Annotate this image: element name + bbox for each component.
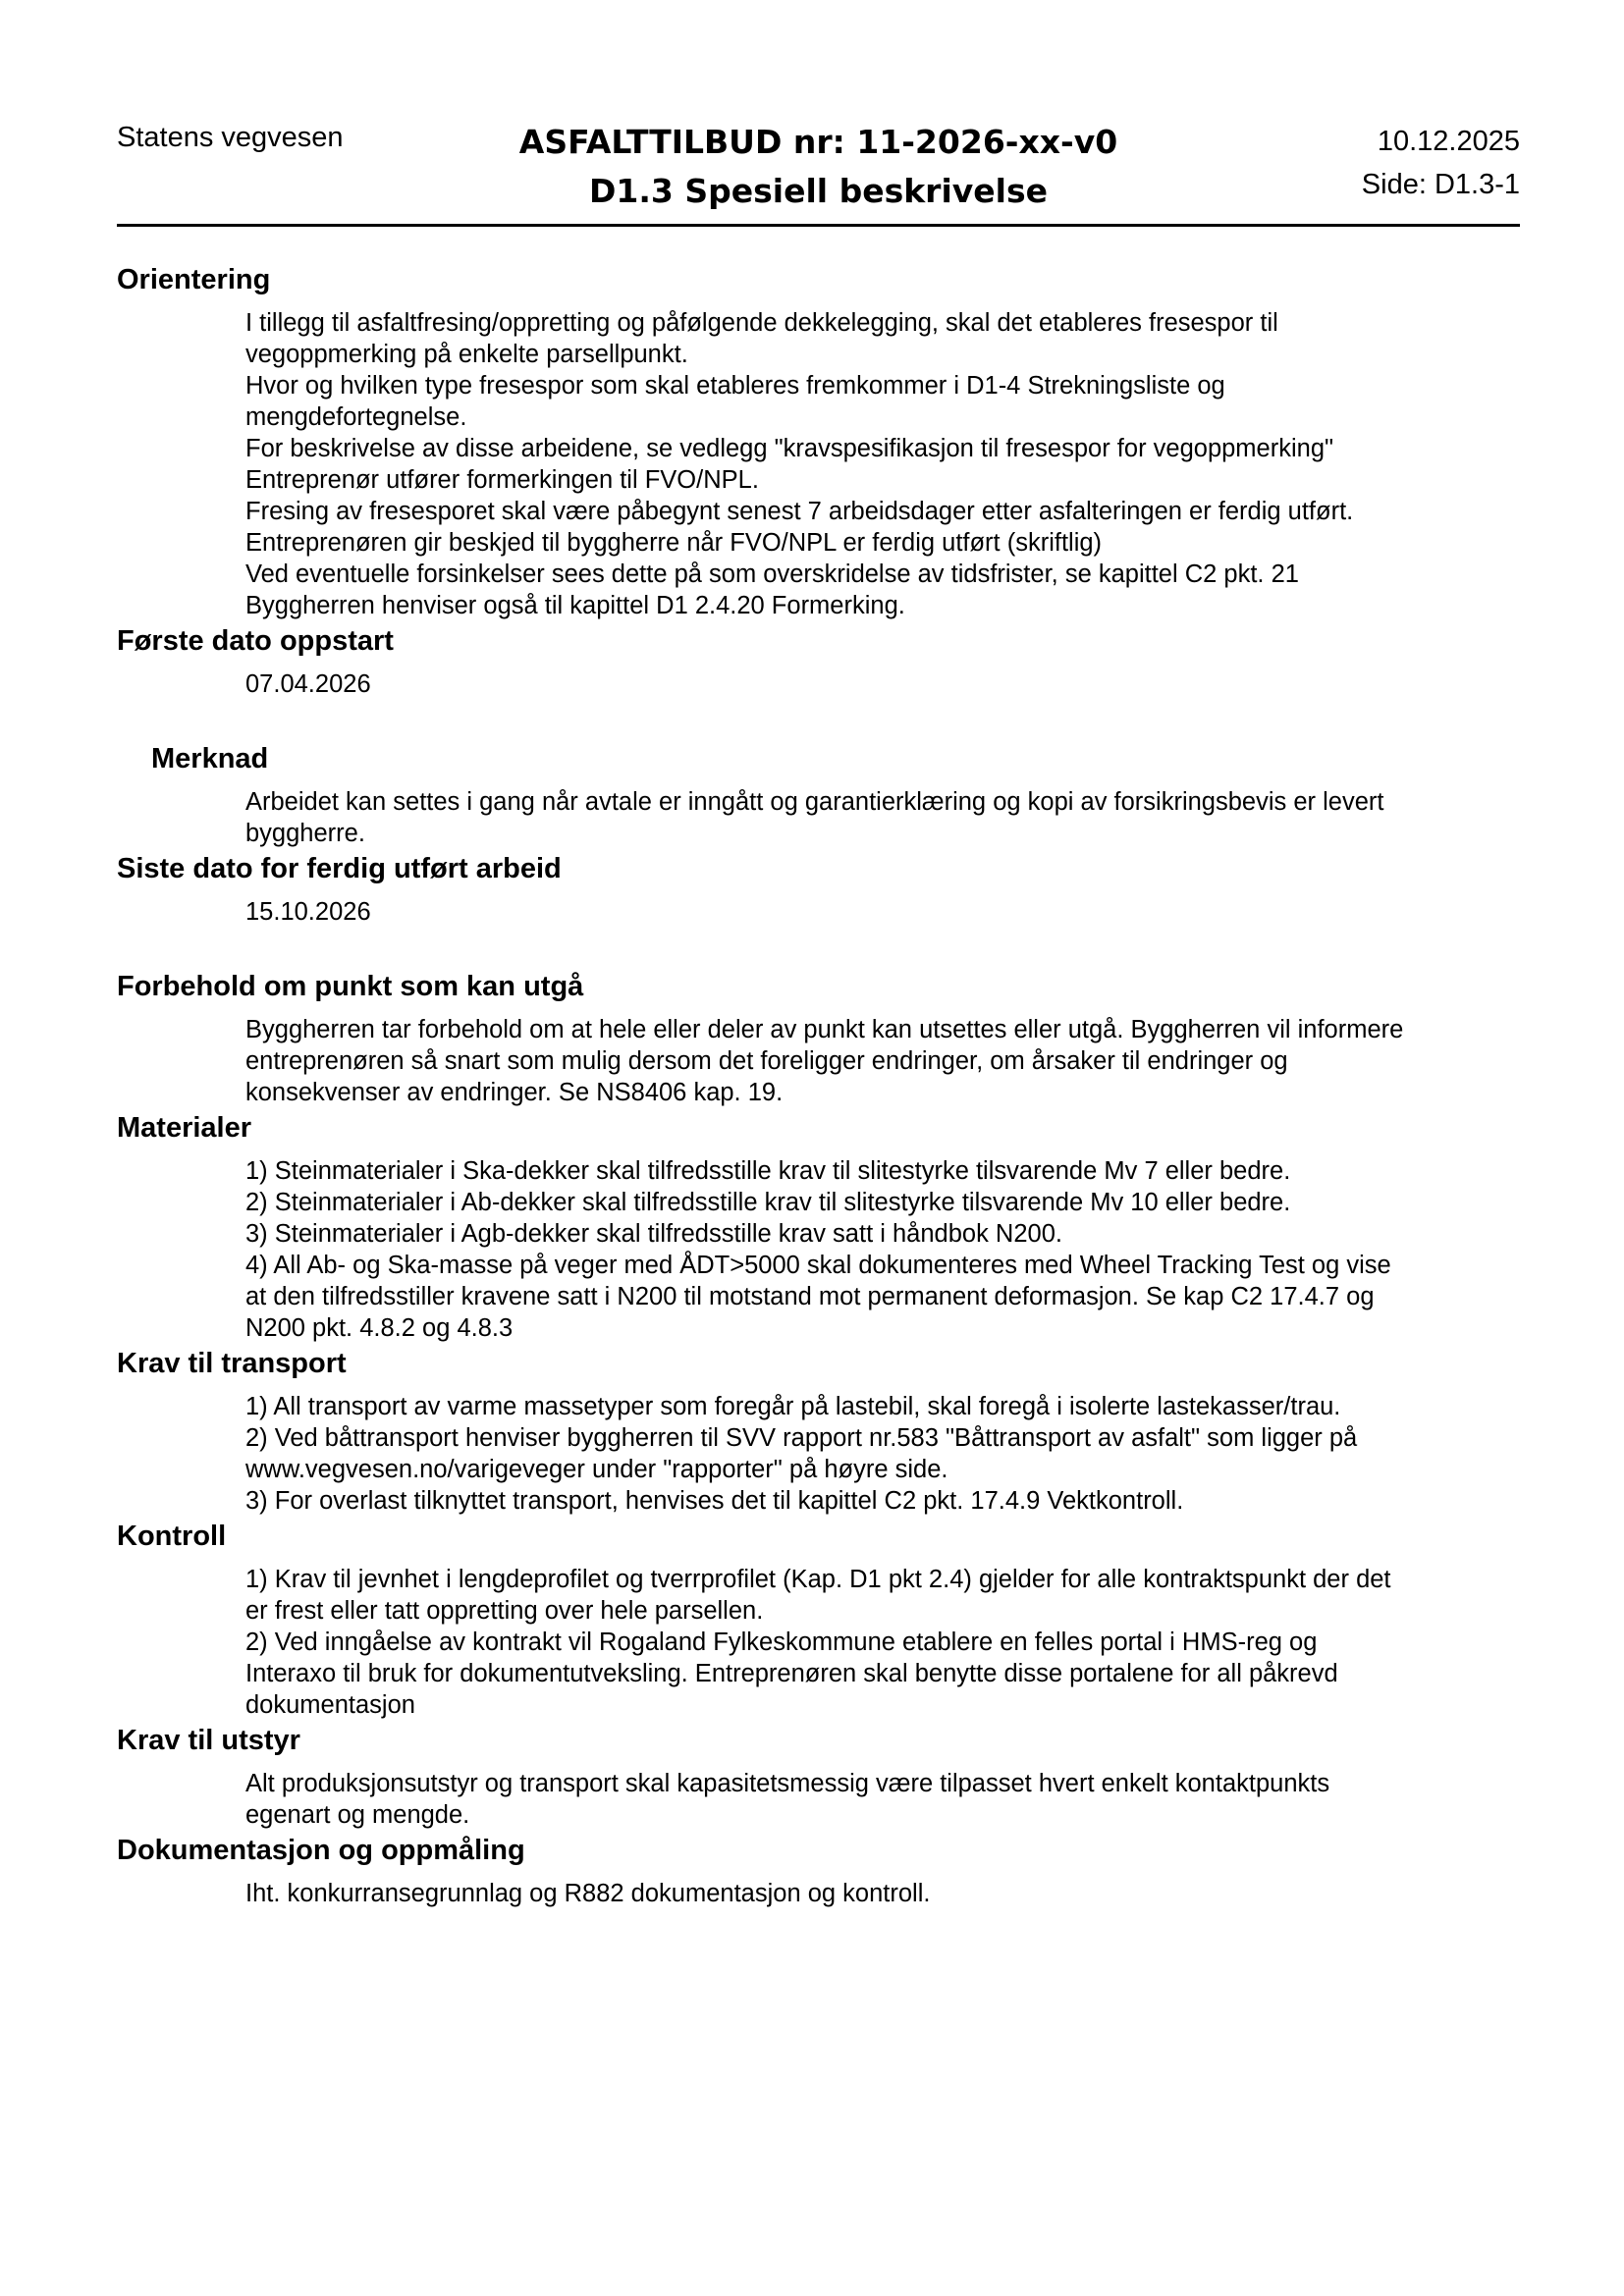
text-line: Fresing av fresesporet skal være påbegynt senest 7 arbeidsdager etter asfalteringen er ferdig utført.: [245, 498, 1354, 525]
section-heading-forste-dato: Første dato oppstart: [117, 625, 394, 657]
title-line-1: ASFALTTILBUD nr: 11-2026-xx-v0: [518, 123, 1118, 161]
text-line: entreprenøren så snart som mulig dersom det foreligger endringer, om årsaker til endringer og: [245, 1047, 1288, 1075]
text-line: Entreprenør utfører formerkingen til FVO/NPL.: [245, 466, 759, 494]
text-line: I tillegg til asfaltfresing/oppretting og påfølgende dekkelegging, skal det etableres fresespor til: [245, 309, 1278, 337]
section-heading-utstyr: Krav til utstyr: [117, 1725, 300, 1756]
section-heading-dokumentasjon: Dokumentasjon og oppmåling: [117, 1835, 525, 1866]
section-body-orientering: [117, 307, 1526, 621]
text-line: dokumentasjon: [245, 1691, 415, 1719]
section-body-dokumentasjon: [117, 1878, 1526, 1909]
text-line: at den tilfredsstiller kravene satt i N200 til motstand mot permanent deformasjon. Se kap C2 17.4.7 og: [245, 1283, 1375, 1310]
text-line: mengdefortegnelse.: [245, 403, 467, 431]
text-line: Byggherren tar forbehold om at hele eller deler av punkt kan utsettes eller utgå. Byggherren vil informere: [245, 1016, 1404, 1043]
section-body-merknad: [117, 786, 1526, 849]
text-line: For beskrivelse av disse arbeidene, se vedlegg "kravspesifikasjon til fresespor for vegoppmerking": [245, 435, 1334, 462]
text-line: www.vegvesen.no/varigeveger under "rapporter" på høyre side.: [245, 1456, 948, 1483]
section-body-transport: [117, 1391, 1526, 1517]
text-line: Hvor og hvilken type fresespor som skal etableres fremkommer i D1-4 Strekningsliste og: [245, 372, 1225, 400]
text-line: Interaxo til bruk for dokumentutveksling. Entreprenøren skal benytte disse portalene for all påkrevd: [245, 1660, 1338, 1687]
start-date-value: 07.04.2026: [245, 670, 371, 698]
header-meta: [1362, 122, 1520, 208]
text-line: Ved eventuelle forsinkelser sees dette på som overskridelse av tidsfrister, se kapittel C2 pkt. 21: [245, 561, 1299, 588]
text-line: 1) Krav til jevnhet i lengdeprofilet og tverrprofilet (Kap. D1 pkt 2.4) gjelder for alle kontraktspunkt der det: [245, 1566, 1391, 1593]
text-line: Iht. konkurransegrunnlag og R882 dokumentasjon og kontroll.: [245, 1880, 931, 1907]
text-line: er frest eller tatt oppretting over hele parsellen.: [245, 1597, 764, 1625]
text-line: 3) For overlast tilknyttet transport, henvises det til kapittel C2 pkt. 17.4.9 Vektkontroll.: [245, 1487, 1184, 1515]
section-heading-materialer: Materialer: [117, 1112, 252, 1144]
section-heading-forbehold: Forbehold om punkt som kan utgå: [117, 971, 584, 1002]
section-body-forste-dato: [117, 668, 1526, 700]
section-body-forbehold: [117, 1014, 1526, 1108]
section-heading-siste-dato: Siste dato for ferdig utført arbeid: [117, 853, 562, 884]
text-line: Arbeidet kan settes i gang når avtale er inngått og garantierklæring og kopi av forsikringsbevis er levert: [245, 788, 1384, 816]
text-line: konsekvenser av endringer. Se NS8406 kap. 19.: [245, 1079, 784, 1106]
text-line: 1) Steinmaterialer i Ska-dekker skal tilfredsstille krav til slitestyrke tilsvarende Mv 7 eller bedre.: [245, 1157, 1291, 1185]
text-line: vegoppmerking på enkelte parsellpunkt.: [245, 341, 688, 368]
document-body: [117, 260, 1526, 1909]
section-body-kontroll: [117, 1564, 1526, 1721]
org-name: Statens vegvesen: [117, 122, 344, 153]
text-line: 1) All transport av varme massetyper som foregår på lastebil, skal foregå i isolerte lastekasser/trau.: [245, 1393, 1341, 1420]
section-body-siste-dato: [117, 896, 1526, 928]
text-line: egenart og mengde.: [245, 1801, 470, 1829]
header-divider: [117, 224, 1520, 227]
section-heading-kontroll: Kontroll: [117, 1521, 227, 1552]
page-number: Side: D1.3-1: [1361, 169, 1520, 200]
document-date: 10.12.2025: [1377, 126, 1520, 157]
text-line: byggherre.: [245, 820, 365, 847]
section-heading-merknad: Merknad: [151, 743, 269, 774]
text-line: Entreprenøren gir beskjed til byggherre når FVO/NPL er ferdig utført (skriftlig): [245, 529, 1103, 557]
text-line: 3) Steinmaterialer i Agb-dekker skal tilfredsstille krav satt i håndbok N200.: [245, 1220, 1062, 1248]
end-date-value: 15.10.2026: [245, 898, 371, 926]
page-header: [117, 118, 1520, 226]
text-line: 2) Ved inngåelse av kontrakt vil Rogaland Fylkeskommune etablere en felles portal i HMS-reg og: [245, 1629, 1318, 1656]
title-line-2: D1.3 Spesiell beskrivelse: [589, 172, 1048, 210]
section-heading-orientering: Orientering: [117, 264, 271, 295]
text-line: 2) Steinmaterialer i Ab-dekker skal tilfredsstille krav til slitestyrke tilsvarende Mv 10 eller bedre.: [245, 1189, 1291, 1216]
text-line: Byggherren henviser også til kapittel D1 2.4.20 Formerking.: [245, 592, 905, 619]
text-line: N200 pkt. 4.8.2 og 4.8.3: [245, 1314, 514, 1342]
text-line: 4) All Ab- og Ska-masse på veger med ÅDT>5000 skal dokumenteres med Wheel Tracking Test og vise: [245, 1252, 1391, 1279]
document-title: [117, 118, 1520, 216]
section-heading-transport: Krav til transport: [117, 1348, 347, 1379]
section-body-materialer: [117, 1155, 1526, 1344]
text-line: Alt produksjonsutstyr og transport skal kapasitetsmessig være tilpasset hvert enkelt kontaktpunkts: [245, 1770, 1330, 1797]
section-body-utstyr: [117, 1768, 1526, 1831]
text-line: 2) Ved båttransport henviser byggherren til SVV rapport nr.583 "Båttransport av asfalt" som ligger på: [245, 1424, 1358, 1452]
